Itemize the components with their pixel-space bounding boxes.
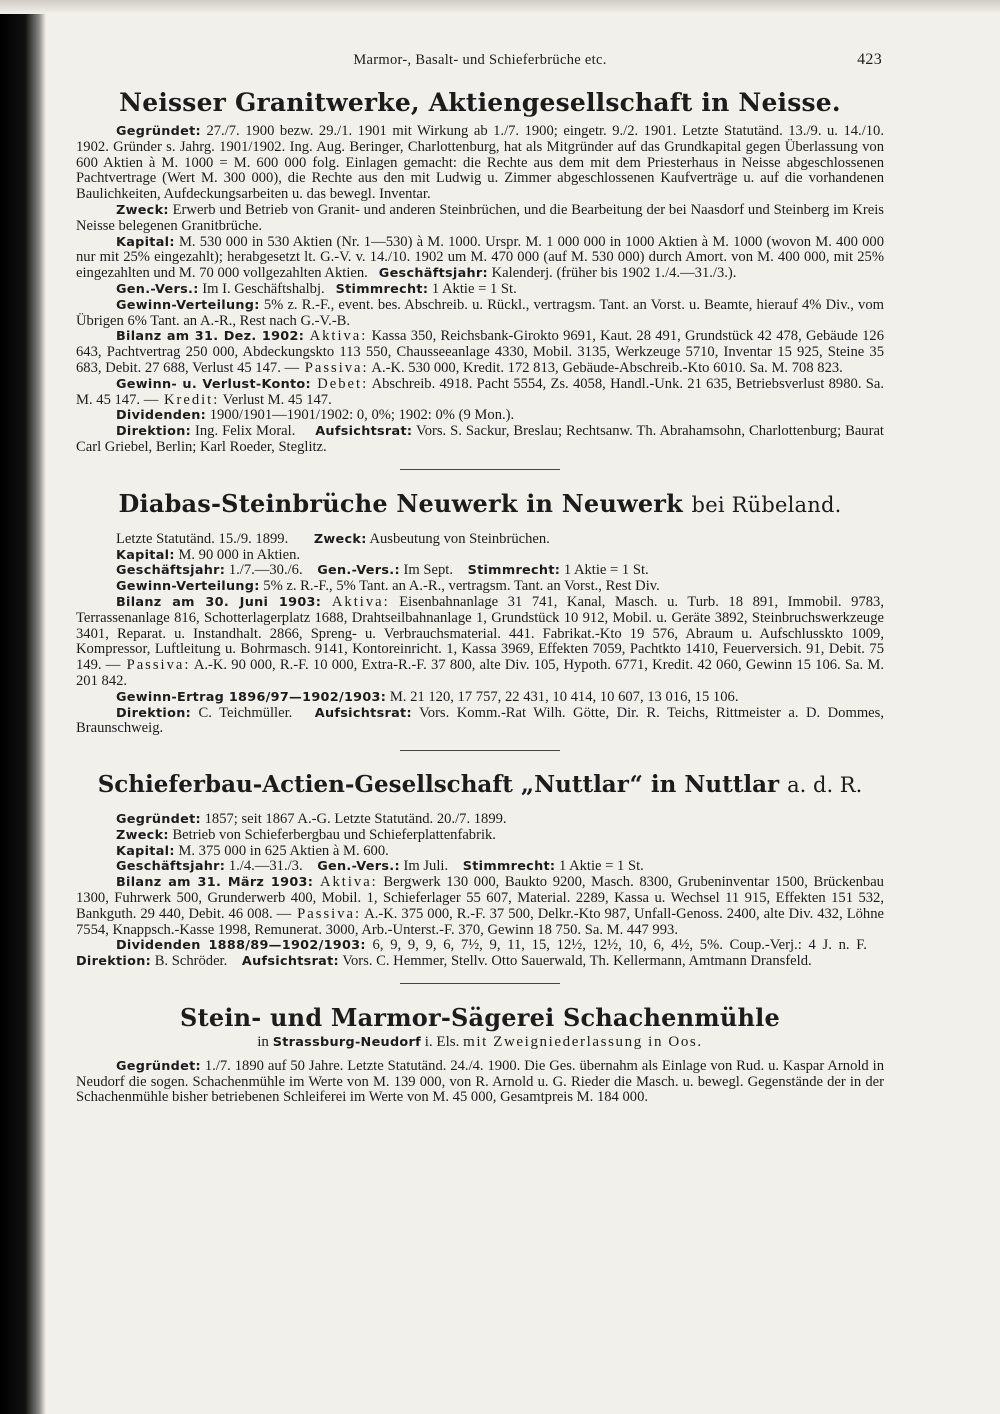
entry-dividenden: Dividenden 1888/89—1902/1903: 6, 9, 9, 9, 6, 7½, 9, 11, 15, 12½, 12½, 10, 6, 4½, 5%. Coup.-Verj.: 4 J. n. F. Direktion: B. Schröder. Aufsichtsrat: Vors. C. Hemmer, Stellv. Otto Sauerwald, Th. Kellermann, Amtmann Dransfeld. [76, 937, 867, 970]
entry-direktion: Direktion: C. Teichmüller. Aufsichtsrat: Vors. Komm.-Rat Wilh. Götte, Dir. R. Teichs, Rittmeister a. D. Dommes, Braunschweig. [76, 704, 884, 737]
entry-kapital: Kapital: M. 375 000 in 625 Aktien à M. 600. [116, 842, 389, 859]
book-page [76, 46, 884, 1106]
entry-gewinn-verteilung: Gewinn-Verteilung: 5% z. R.-F., 5% Tant. an A.-R., vertragsm. Tant. an Vorst., Rest Div. [116, 578, 660, 595]
company-title: Diabas-Steinbrüche Neuwerk in Neuwerk bei Rübeland. [118, 488, 842, 518]
scan-shadow-top [0, 0, 1000, 14]
entry-geschaeftsjahr: Geschäftsjahr: 1./4.—31./3. Gen.-Vers.: Im Juli. Stimmrecht: 1 Aktie = 1 St. [116, 858, 644, 875]
running-head-title: Marmor-, Basalt- und Schieferbrüche etc. [353, 52, 607, 68]
entry-geschaeftsjahr: Geschäftsjahr: 1./7.—30./6. Gen.-Vers.: Im Sept. Stimmrecht: 1 Aktie = 1 St. [116, 562, 649, 579]
entry-direktion: Direktion: Ing. Felix Moral. Aufsichtsrat: Vors. S. Sackur, Breslau; Rechtsanw. Th. Abrahamsohn, Charlottenburg; Baurat Carl Griebel, Berlin; Karl Roeder, Steglitz. [76, 423, 884, 455]
entry-zweck: Zweck: Erwerb und Betrieb von Granit- und anderen Steinbrüchen, und die Bearbeitung der bei Naasdorf und Steinberg im Kreis Neisse belegenen Granitbrüche. [76, 201, 884, 234]
scan-shadow-left [0, 0, 46, 1414]
entry-zweck: Zweck: Betrieb von Schieferbergbau und Schieferplattenfabrik. [116, 826, 496, 843]
entry-gegruendet: Gegründet: 27./7. 1900 bezw. 29./1. 1901 mit Wirkung ab 1./7. 1900; eingetr. 9./2. 1901. Letzte Statutänd. 13./9. u. 14./10. 1902. Gründer s. Jahrg. 1901/1902. Ing. Aug. Beringer, Charlottenburg, hat als Mitgründer auf das Grundkapital gegen Überlassung von 600 Aktien à M. 1000 = M. 600 000 folg. Einlagen gemacht: die Rechte aus dem mit dem Priesterhaus in Neisse abgeschlossenen Pachtvertrage (Wert M. 300 000), die Rechte aus den mit Ludwig u. Zimmer abgeschlossenen Kaufverträge u. auf die vorhandenen Baulichkeiten, Aufdeckungsarbeiten u. das bewegl. Inventar. [76, 123, 884, 203]
entry-bilanz: Bilanz am 31. Dez. 1902: Aktiva: Kassa 350, Reichsbank-Girokto 9691, Kaut. 28 491, Grundstück 42 478, Gebäude 126 643, Pachtvertrag 250 000, Abdeckungskto 113 550, Chausseeanlage 4330, Mobil. 3135, Werkzeuge 5710, Inventar 15 925, Steine 35 683, Debit. 27 688, Verlust 45 147. — Passiva: A.-K. 530 000, Kredit. 172 813, Gebäude-Abschreib.-Kto 6010. Sa. M. 708 823. [76, 328, 884, 376]
entry-gegruendet: Gegründet: 1857; seit 1867 A.-G. Letzte Statutänd. 20./7. 1899. [116, 811, 507, 828]
section-divider [400, 983, 560, 984]
entry-kapital: Kapital: M. 530 000 in 530 Aktien (Nr. 1—530) à M. 1000. Urspr. M. 1 000 000 in 1000 Aktien à M. 1000 (wovon M. 400 000 nur mit 25% eingezahlt); herabgesetzt lt. G.-V. v. 14./10. 1902 um M. 470 000 (auf M. 530 000) durch Amort. von M. 400 000, mit 25% eingezahlten und M. 70 000 vollgezahlten Aktien. Geschäftsjahr: Kalenderj. (früher bis 1902 1./4.—31./3.). [76, 233, 884, 282]
company-entry-diabas-neuwerk [76, 489, 884, 737]
running-head [76, 46, 884, 74]
entry-bilanz: Bilanz am 31. März 1903: Aktiva: Bergwerk 130 000, Baukto 9200, Masch. 8300, Grubeninventar 1500, Brückenbau 1300, Fuhrwerk 500, Grunderwerb 400, Mobil. 1, Schieferlager 55 607, Material. 2289, Kassa u. Wechsel 11 915, Effekten 151 532, Bankguth. 29 440, Debit. 46 008. — Passiva: A.-K. 375 000, R.-F. 37 500, Delkr.-Kto 987, Unfall-Genoss. 2400, alte Div. 432, Löhne 7554, Knappsch.-Kasse 1998, Remunerat. 3000, Arb.-Unterst.-F. 370, Gewinn 18 750. Sa. M. 447 993. [76, 874, 884, 938]
entry-gegruendet: Gegründet: 1./7. 1890 auf 50 Jahre. Letzte Statutänd. 24./4. 1900. Die Ges. übernahm als Einlage von Rud. u. Kaspar Arnold in Neudorf die sogen. Schachenmühle im Werte von M. 139 000, von R. Arnold u. G. Rieder die Masch. u. bewegl. Gegenstände der in der Schachenmühle bisher betriebenen Schleiferei im Werte von M. 45 000, Gesamtpreis M. 184 000. [76, 1057, 884, 1106]
company-entry-schachenmuehle [76, 1003, 884, 1106]
entry-gewinn-ertrag: Gewinn-Ertrag 1896/97—1902/1903: M. 21 120, 17 757, 22 431, 10 414, 10 607, 13 016, 15 106. [116, 688, 739, 705]
entry-gewinn-verlust: Gewinn- u. Verlust-Konto: Debet: Abschreib. 4918. Pacht 5554, Zs. 4058, Handl.-Unk. 21 635, Betriebsverlust 8980. Sa. M. 45 147. — Kredit: Verlust M. 45 147. [76, 375, 884, 408]
entry-gen-vers: Gen.-Vers.: Im I. Geschäftshalbj. Stimmrecht: 1 Aktie = 1 St. [116, 280, 517, 297]
entry-gewinn-verteilung: Gewinn-Verteilung: 5% z. R.-F., event. bes. Abschreib. u. Rückl., vertragsm. Tant. an Vorst. u. Beamte, hierauf 4% Div., vom Übrigen 6% Tant. an A.-R., Rest nach G.-V.-B. [76, 296, 884, 329]
section-divider [400, 750, 560, 751]
company-title: Stein- und Marmor-Sägerei Schachenmühle [180, 1003, 780, 1033]
entry-dividenden: Dividenden: 1900/1901—1901/1902: 0, 0%; 1902: 0% (9 Mon.). [116, 407, 515, 424]
company-title: Schieferbau-Actien-Gesellschaft „Nuttlar“ in Nuttlar a. d. R. [97, 771, 863, 799]
company-entry-neisser-granitwerke [76, 88, 884, 456]
company-subtitle: in Strassburg-Neudorf i. Els. mit Zweigniederlassung in Oos. [257, 1034, 703, 1051]
entry-statutaend: Letzte Statutänd. 15./9. 1899. Zweck: Ausbeutung von Steinbrüchen. [116, 530, 550, 547]
company-title: Neisser Granitwerke, Aktiengesellschaft in Neisse. [119, 88, 841, 117]
entry-kapital: Kapital: M. 90 000 in Aktien. [116, 546, 301, 563]
section-divider [400, 469, 560, 470]
entry-bilanz: Bilanz am 30. Juni 1903: Aktiva: Eisenbahnanlage 31 741, Kanal, Masch. u. Turb. 18 891, Immobil. 9783, Terrassenanlage 816, Schotterlagerplatz 1688, Drahtseilbahnanlage 1, Grundstück 10 912, Mobil. u. Geräte 3892, Steinbruchswerkzeuge 3401, Reparat. u. Instandhalt. 2866, Spreng- u. Verbrauchsmaterial. 441. Fabrikat.-Kto 19 576, Abraum u. Aufschlusskto 1009, Kompressor, Luftleitung u. Bohrmasch. 9141, Kontoreinricht. 1, Kassa 3969, Effekten 7059, Pachtkto 1410, Feuerversich. 91, Debit. 75 149. — Passiva: A.-K. 90 000, R.-F. 10 000, Extra-R.-F. 37 800, alte Div. 105, Hypoth. 6771, Kredit. 42 060, Gewinn 15 106. Sa. M. 201 842. [76, 593, 884, 689]
company-entry-nuttlar [76, 770, 884, 970]
page-number: 423 [857, 51, 882, 68]
